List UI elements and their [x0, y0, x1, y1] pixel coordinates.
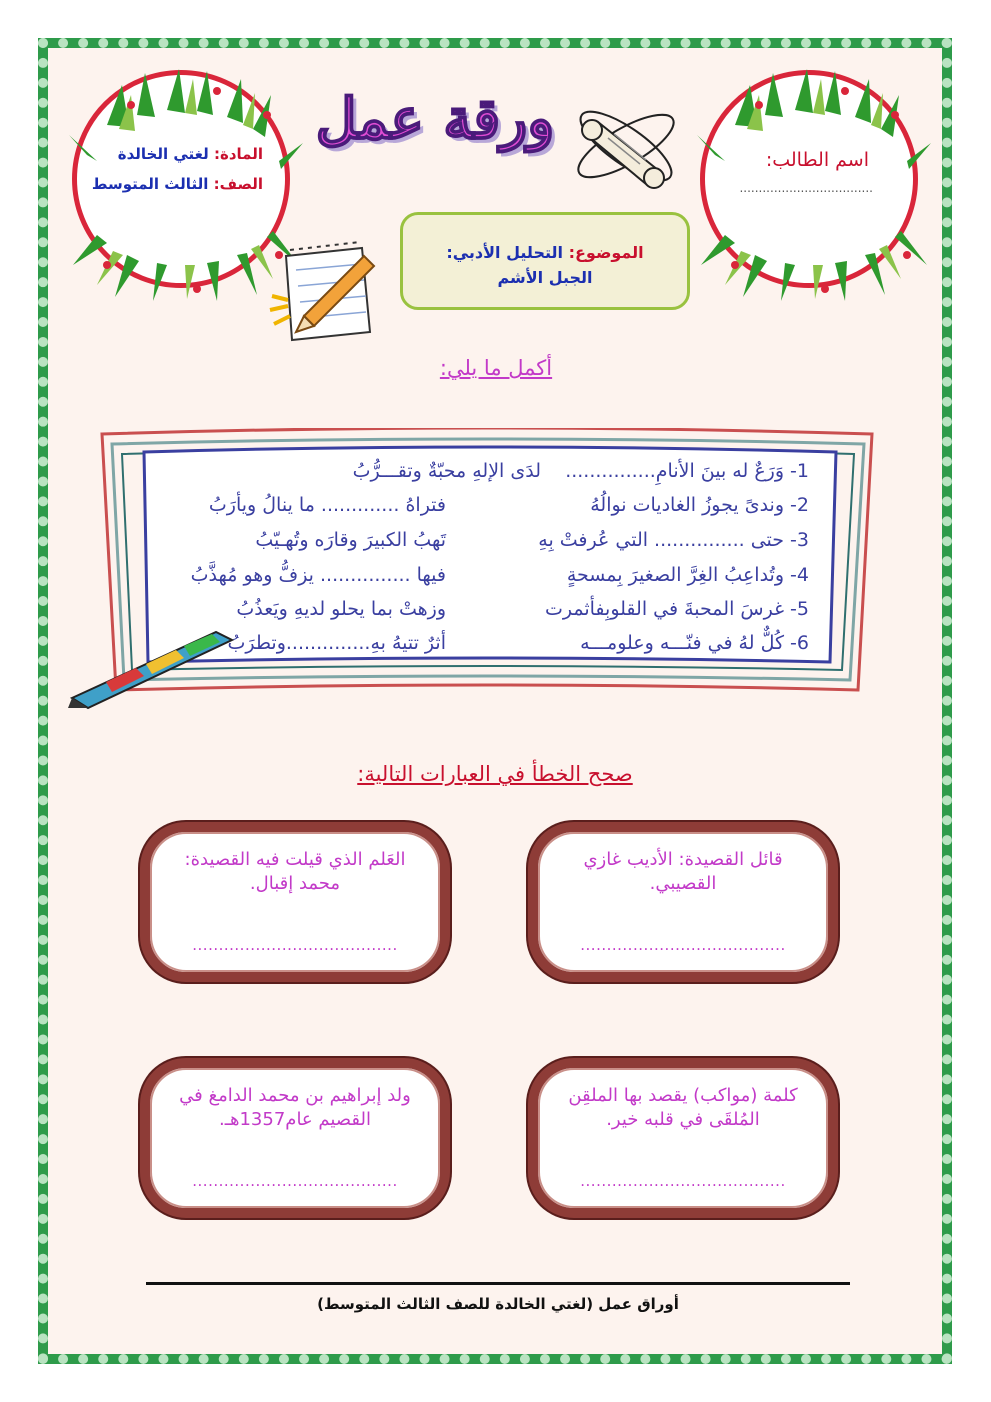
poem-left-2: فتراهُ ............. ما ينالُ ويأرَبُ [208, 494, 446, 516]
wreath-left [72, 70, 290, 288]
footer-divider [146, 1282, 850, 1285]
poem-right-6: 6- كُلٌّ لهُ في فنّـــه وعلومـــه [580, 632, 809, 654]
topic-subtitle: الجبل الأشم [497, 268, 593, 287]
subject-value: لغتي الخالدة [117, 145, 209, 163]
page-title: ورقة عمل [315, 86, 555, 152]
wreath-right [700, 70, 918, 288]
correction-box-2 [140, 822, 450, 982]
footer-text: أوراق عمل (لغتي الخالدة للصف الثالث المتوسط) [317, 1295, 679, 1313]
correction-answer-1[interactable]: ....................................... [580, 936, 786, 954]
complete-heading: أكمل ما يلي: [439, 356, 553, 380]
correction-statement-2: العَلم الذي قيلت فيه القصيدة: محمد إقبال. [184, 849, 406, 895]
topic-value: التحليل الأدبي: [446, 243, 563, 262]
correction-answer-3[interactable]: ....................................... [580, 1172, 786, 1190]
poem-left-5: وزهتْ بما يحلو لديهِ ويَعذُبُ [236, 598, 446, 620]
subject-label: المادة: [213, 145, 263, 163]
topic-line [403, 243, 687, 262]
poem-right-3: 3- حتى ............... التي عُرفتْ بِهِ [538, 529, 809, 551]
poem-right-5: 5- غرسَ المحبةَ في القلوبِفأثمرت [545, 598, 809, 620]
poem-left-1: لدَى الإلهِ محبّةٌ وتقـــرُّبُ [352, 460, 541, 482]
correct-heading: صحح الخطأ في العبارات التالية: [357, 762, 633, 786]
grade-label: الصف: [213, 175, 263, 193]
correction-statement-3: كلمة (مواكب) يقصد بها الملقِن المُلقَى في قلبه خير. [568, 1085, 798, 1131]
correction-answer-4[interactable]: ....................................... [192, 1172, 398, 1190]
notepad-pencil-icon [266, 236, 386, 352]
correction-statement-1: قائل القصيدة: الأديب غازي القصيبي. [583, 849, 783, 895]
correction-box-3 [528, 1058, 838, 1218]
topic-label: الموضوع: [568, 243, 644, 262]
grade-line [92, 175, 263, 193]
subject-line [118, 145, 263, 163]
poem-right-4: 4- وتُداعِبُ الغِرَّ الصغيرَ بِمسحةٍ [566, 564, 809, 586]
correction-statement-4: ولد إبراهيم بن محمد الدامغ في القصيم عام1357هـ. [179, 1085, 411, 1131]
correction-box-1 [528, 822, 838, 982]
scroll-atom-icon [568, 92, 688, 202]
poem-right-1: 1- وَرَعٌ له بينَ الأنامِ............... [565, 460, 809, 482]
student-name-field[interactable]: ................................... [739, 181, 873, 195]
poem-left-4: فيها ............... يزفُّ وهو مُهذَّبُ [190, 564, 446, 586]
grade-value: الثالث المتوسط [91, 175, 209, 193]
poem-left-6: أثرٌ تتيهُ بهِ..............وتطرَبُ [227, 632, 446, 654]
topic-box [400, 212, 690, 310]
correction-box-4 [140, 1058, 450, 1218]
poem-left-3: تَهبُ الكبيرَ وقارَه وتُهـيّبُ [255, 529, 446, 551]
correction-answer-2[interactable]: ....................................... [192, 936, 398, 954]
student-name-label: اسم الطالب: [765, 149, 869, 171]
pen-icon [66, 620, 236, 710]
poem-right-2: 2- وندىً يجوزُ الغاديات نوالُهُ [590, 494, 809, 516]
